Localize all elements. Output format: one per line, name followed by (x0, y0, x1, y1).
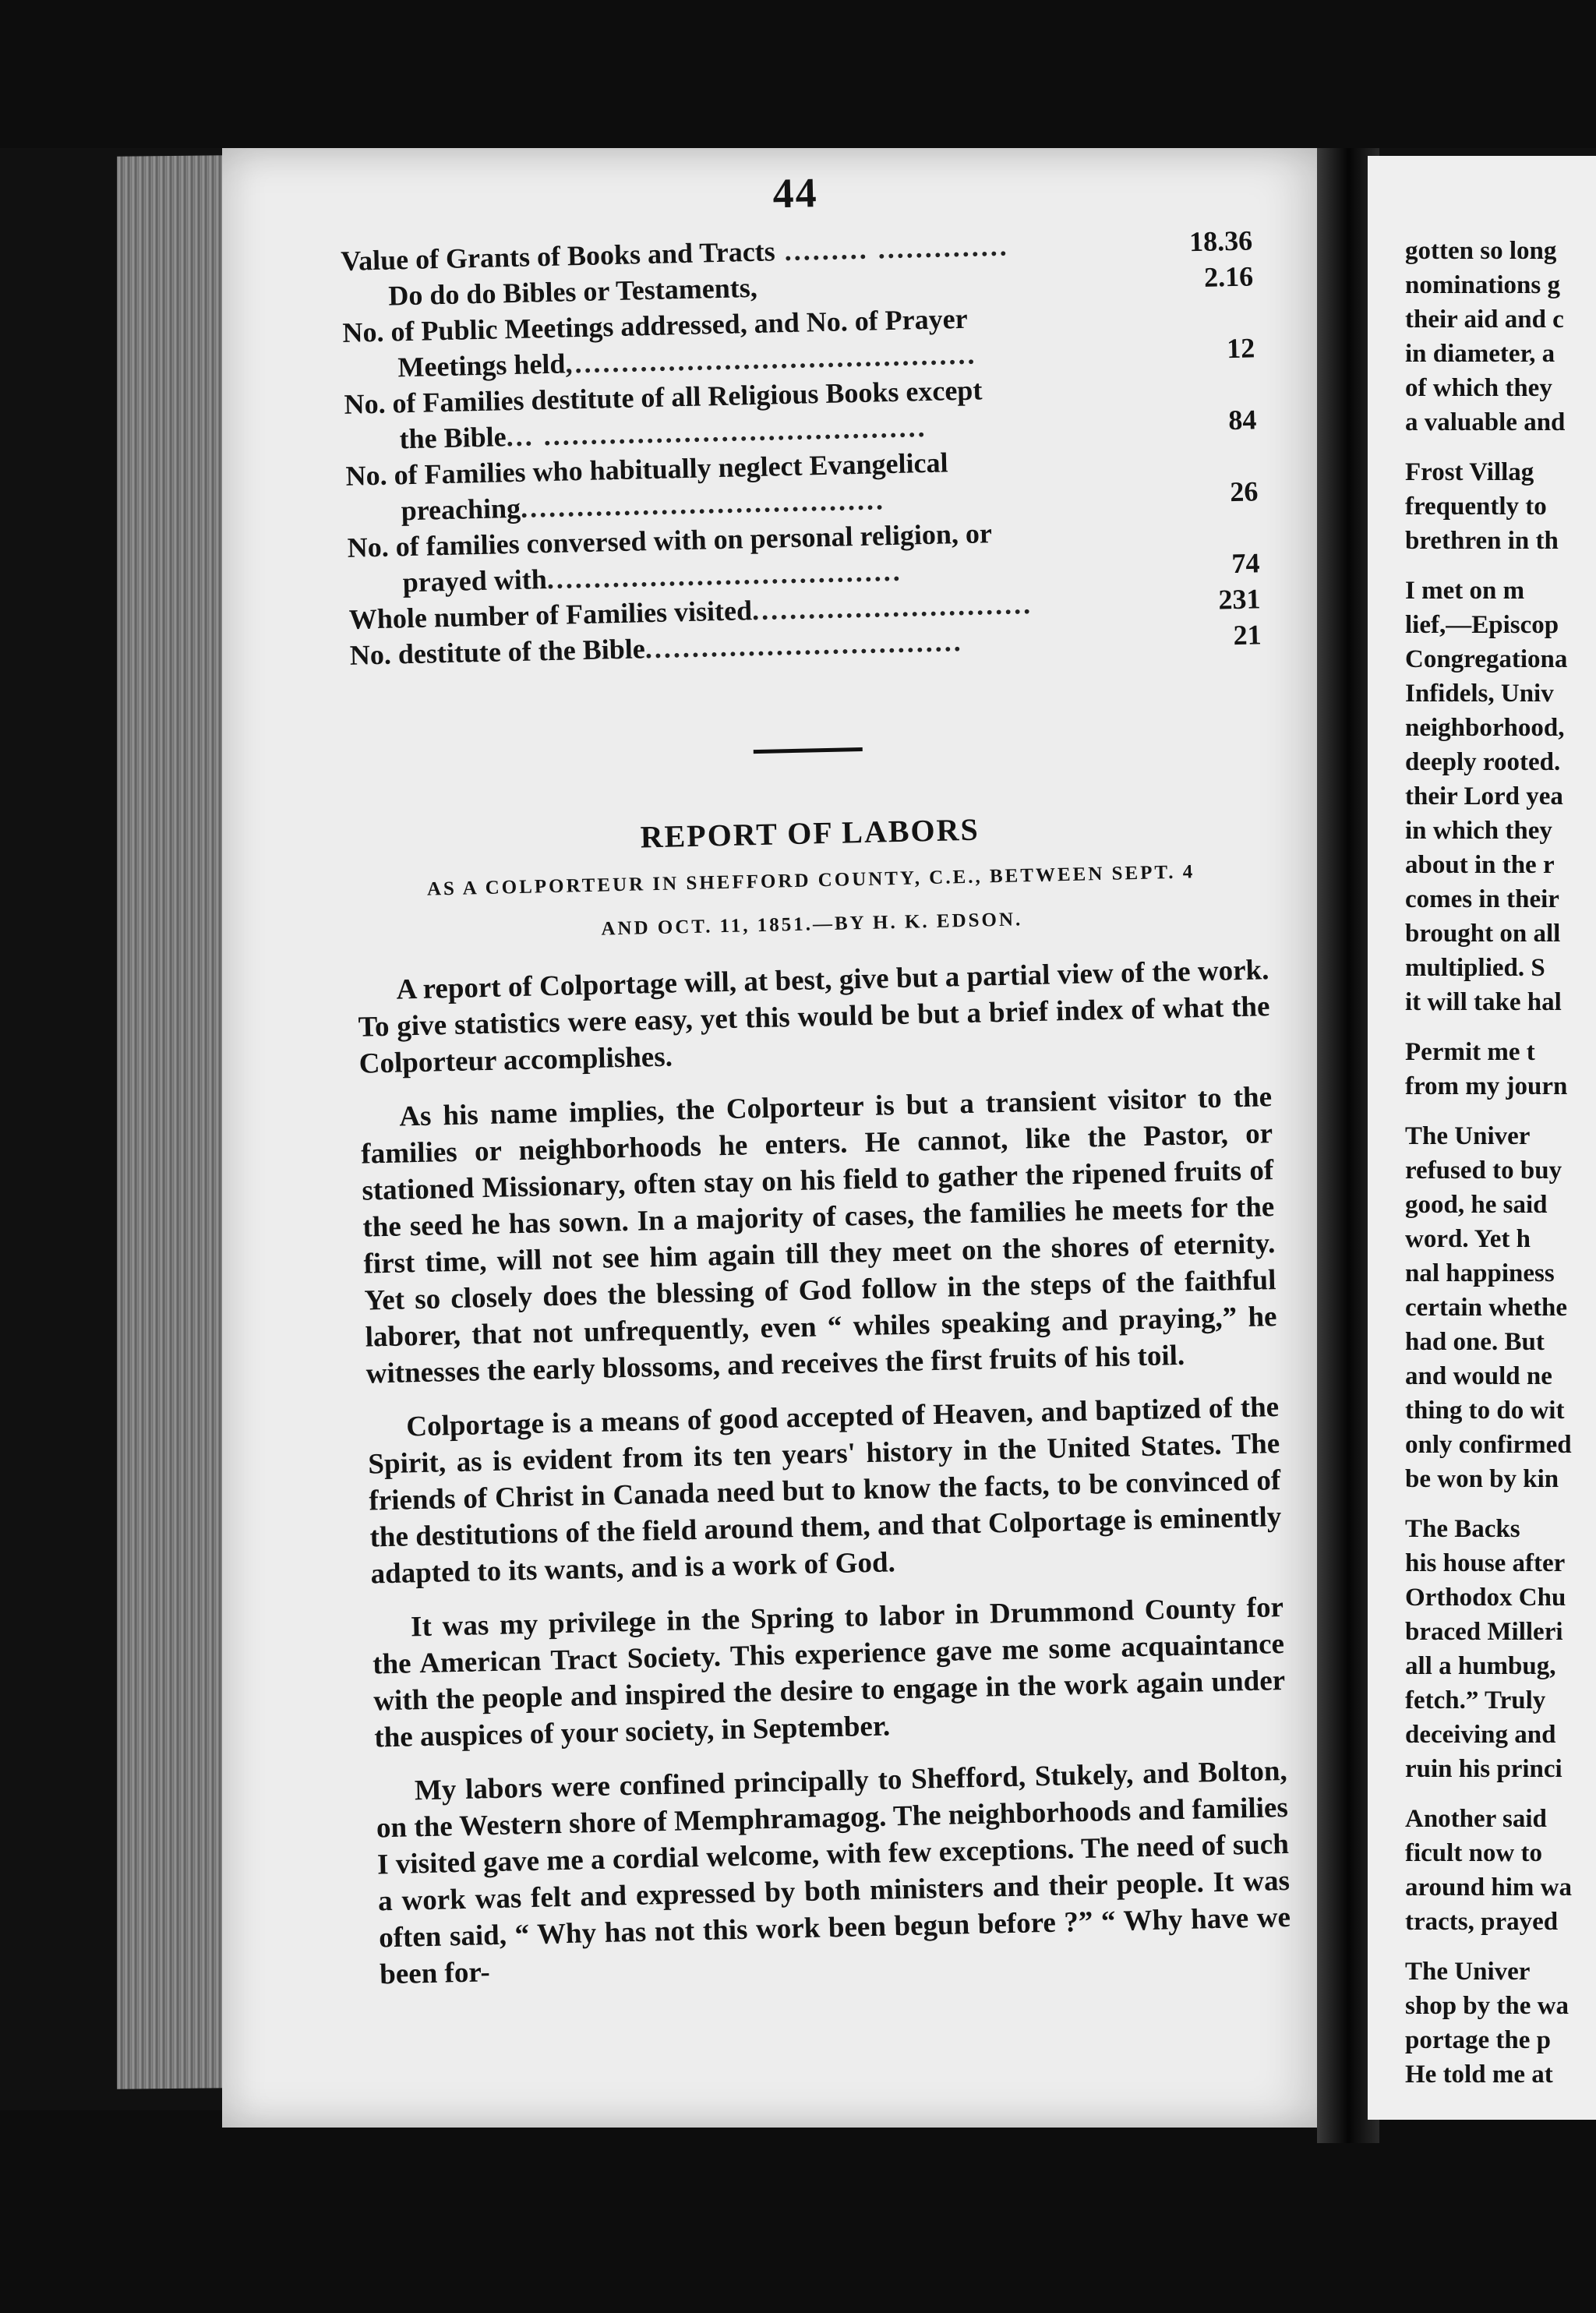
paragraph: It was my privilege in the Spring to labor in Drummond County for the American Tract Society. This experience gave me some acquaintance with the people and inspired the desire to engage in the work again under the auspices of your society, in September. (372, 1591, 1286, 1754)
book-page-edges (117, 155, 226, 2089)
right-page-line: lief,—Episcop (1405, 611, 1559, 639)
right-page-line: brethren in th (1405, 527, 1559, 555)
right-page-line: good, he said (1405, 1191, 1548, 1219)
stat-row: No. destitute of the Bible.................................. 21 (349, 616, 1262, 673)
right-page-line: The Univer (1405, 1958, 1531, 1986)
stat-label: No. of Families destitute of all Religious Books except (344, 374, 983, 420)
right-page-line: his house after (1405, 1549, 1566, 1577)
right-page-line: gotten so long (1405, 237, 1557, 265)
right-page-line: nominations g (1405, 271, 1560, 299)
right-page-line: braced Milleri (1405, 1618, 1563, 1646)
right-page-text (1405, 234, 1596, 2092)
stat-value: 21 (1233, 619, 1262, 652)
right-page-line: a valuable and (1405, 408, 1566, 436)
right-page-line: fetch.” Truly (1405, 1686, 1546, 1714)
right-page-line: nal happiness (1405, 1259, 1555, 1287)
right-page (1368, 156, 1596, 2120)
right-page-line: and would ne (1405, 1362, 1552, 1390)
stat-label: No. of families conversed with on personal religion, or (347, 517, 993, 563)
right-page-line: their aid and c (1405, 305, 1564, 334)
stat-label-cont: preaching (401, 492, 521, 527)
paragraph-gap (1405, 558, 1596, 574)
stat-label: No. destitute of the Bible (349, 633, 646, 671)
paragraph: Colportage is a means of good accepted of Heaven, and baptized of the Spirit, as is evident from its ten years' history in the United States. The friends of Christ in Canada need but to know the facts, to be convinced of the destitutions of the field around them, and that Colportage is eminently adapted to its wants, and is a work of God. (367, 1391, 1282, 1591)
right-page-line: of which they (1405, 374, 1552, 402)
right-page-line: from my journ (1405, 1072, 1568, 1100)
section-divider (754, 747, 863, 754)
right-page-line: ficult now to (1405, 1839, 1542, 1867)
stat-value: 18.36 (1188, 224, 1253, 258)
page-number: 44 (772, 169, 819, 217)
paragraph: As his name implies, the Colporteur is but a transient visitor to the families or neighborhoods he enters. He cannot, like the Pastor, or stationed Missionary, often stay on his field to gather the ripened fruits of the seed he has sown. In a majority of cases, the families he meets for the first time, will not see him again till they meet on the shores of eternity. Yet so closely does the blessing of God follow in the steps of the faithful laborer, that not unfrequently, even “ whiles speaking and praying,” he witnesses the early blossoms, and receives the first fruits of his toil. (360, 1081, 1277, 1390)
stat-label: No. of Public Meetings addressed, and No. of Prayer (342, 302, 969, 348)
stat-label: Whole number of Families visited (348, 595, 753, 635)
right-page-line: about in the r (1405, 851, 1555, 879)
stat-value: 84 (1227, 404, 1257, 436)
right-page-line: comes in their (1405, 885, 1559, 913)
stat-value: 2.16 (1203, 260, 1254, 293)
stat-value: 74 (1231, 547, 1260, 580)
paragraph: A report of Colportage will, at best, give but a partial view of the work. To give statistics were easy, yet this would be but a brief index of what the Colporteur accomplishes. (358, 954, 1270, 1080)
paragraph: My labors were confined principally to Shefford, Stukely, and Bolton, on the Western shore of Memphramagog. The neighborhoods and families I visited gave me a cordial welcome, with few exceptions. The need of such a work was felt and expressed by both ministers and their people. It was often said, “ Why has not this work been begun before ?” “ Why have we been for- (376, 1754, 1291, 1991)
left-page (222, 148, 1329, 2128)
right-page-line: The Backs (1405, 1515, 1520, 1543)
report-title: REPORT OF LABORS (640, 811, 980, 855)
right-page-line: deeply rooted. (1405, 748, 1561, 776)
right-page-line: thing to do wit (1405, 1397, 1565, 1425)
right-page-line: portage the p (1405, 2026, 1551, 2054)
report-subtitle-line: AS A COLPORTEUR IN SHEFFORD COUNTY, C.E., BETWEEN SEPT. 4 (426, 861, 1195, 900)
stat-label: Value of Grants of Books and Tracts (340, 235, 776, 277)
right-page-line: The Univer (1405, 1122, 1531, 1150)
paragraph-gap (1405, 1496, 1596, 1512)
stat-label-cont: prayed with (402, 563, 548, 599)
paragraph-gap (1405, 1019, 1596, 1035)
right-page-line: refused to buy (1405, 1156, 1562, 1185)
report-body (357, 952, 1291, 1993)
statistics-table (341, 222, 1262, 673)
stat-row: Whole number of Families visited.............................. 231 (348, 581, 1261, 637)
right-page-line: their Lord yea (1405, 782, 1563, 810)
stat-label: Do do do Bibles or Testaments, (387, 271, 758, 312)
stat-row: the Bible... ......................................... 84 (344, 401, 1257, 458)
right-page-line: ruin his princi (1405, 1755, 1562, 1783)
right-page-line: Congregationa (1405, 645, 1568, 673)
right-page-line: in diameter, a (1405, 340, 1555, 368)
right-page-line: I met on m (1405, 577, 1525, 605)
right-page-line: He told me at (1405, 2061, 1553, 2089)
stat-label: No. of Families who habitually neglect Evangelical (345, 447, 948, 492)
stat-value: 231 (1218, 583, 1261, 616)
right-page-line: deceiving and (1405, 1721, 1556, 1749)
right-page-line: all a humbug, (1405, 1652, 1556, 1680)
paragraph-gap (1405, 440, 1596, 455)
stat-row: Meetings held,........................................... 12 (343, 330, 1255, 387)
stat-label-cont: Meetings held (397, 348, 566, 383)
right-page-line: word. Yet h (1405, 1225, 1531, 1253)
right-page-line: Another said (1405, 1805, 1547, 1833)
right-page-line: be won by kin (1405, 1465, 1559, 1493)
stat-label-cont: the Bible (399, 421, 507, 455)
paragraph-gap (1405, 1939, 1596, 1955)
right-page-line: around him wa (1405, 1873, 1572, 1902)
right-page-line: neighborhood, (1405, 714, 1565, 742)
paragraph-gap (1405, 1104, 1596, 1119)
right-page-line: only confirmed (1405, 1431, 1572, 1459)
right-page-line: it will take hal (1405, 988, 1562, 1016)
film-border-top (0, 0, 1596, 148)
stat-value: 26 (1229, 475, 1259, 508)
right-page-line: frequently to (1405, 493, 1547, 521)
right-page-line: shop by the wa (1405, 1992, 1569, 2020)
right-page-line: multiplied. S (1405, 954, 1545, 982)
stat-row: preaching....................................... 26 (346, 473, 1259, 530)
stat-row: prayed with...................................... 74 (348, 545, 1260, 602)
right-page-line: tracts, prayed (1405, 1908, 1559, 1936)
right-page-line: Permit me t (1405, 1038, 1535, 1066)
right-page-line: Frost Villag (1405, 458, 1534, 486)
report-subtitle-line: AND OCT. 11, 1851.—BY H. K. EDSON. (601, 909, 1023, 940)
right-page-line: certain whethe (1405, 1294, 1568, 1322)
right-page-line: brought on all (1405, 920, 1561, 948)
right-page-line: had one. But (1405, 1328, 1545, 1356)
paragraph-gap (1405, 1786, 1596, 1802)
right-page-line: Orthodox Chu (1405, 1584, 1566, 1612)
stat-value: 12 (1226, 332, 1255, 365)
report-subtitle (355, 849, 1268, 957)
left-page-content (339, 158, 1292, 2010)
right-page-line: Infidels, Univ (1405, 680, 1554, 708)
right-page-line: in which they (1405, 817, 1552, 845)
stat-row: Value of Grants of Books and Tracts ......... .............. 18.36 (341, 222, 1253, 279)
